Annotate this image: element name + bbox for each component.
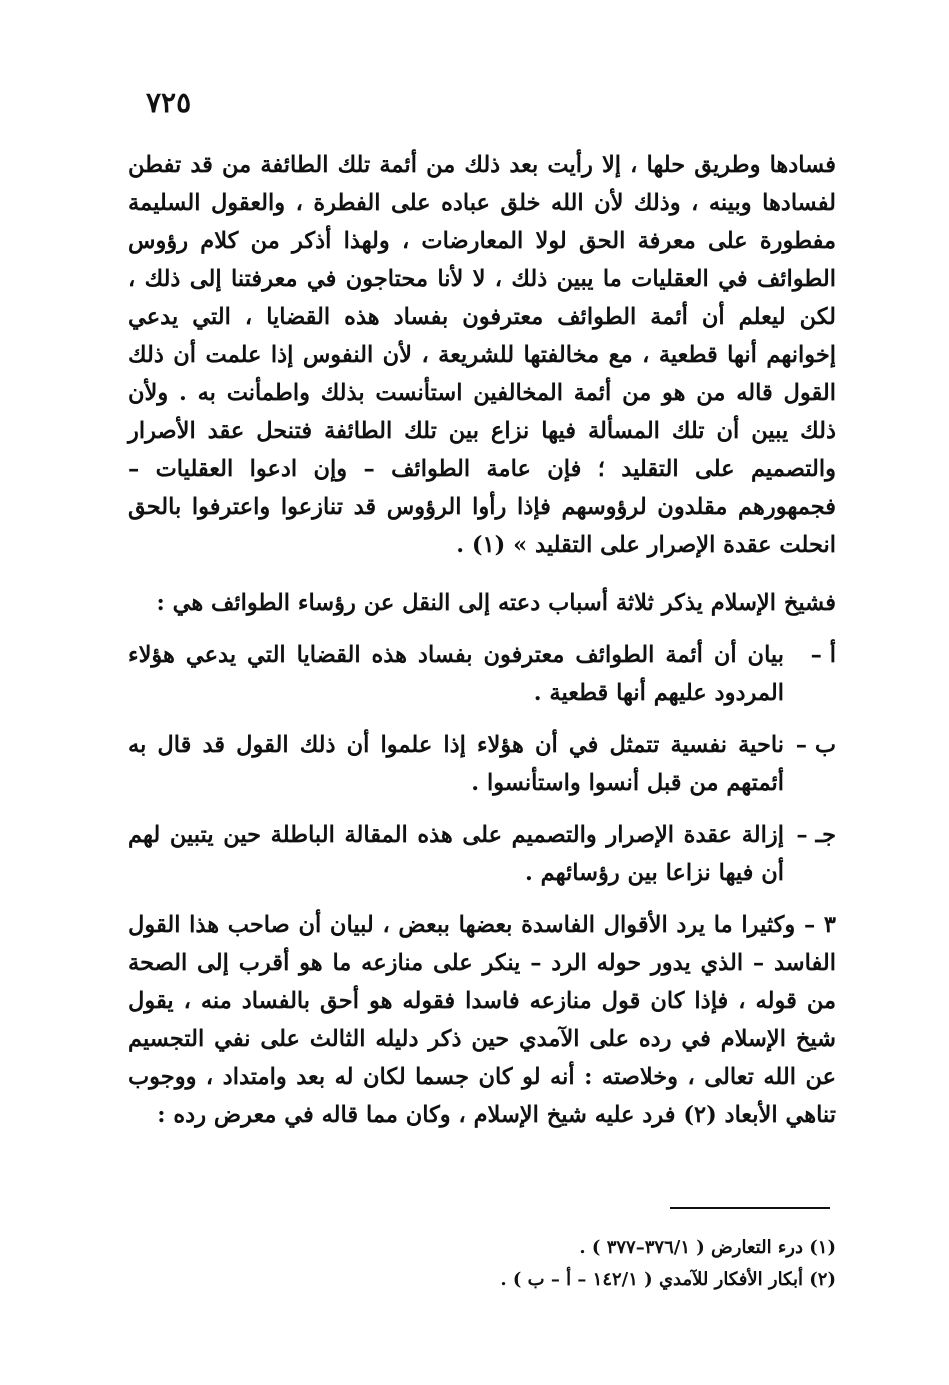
main-text	[128, 146, 836, 1134]
list-item-text: ناحية نفسية تتمثل في أن هؤلاء إذا علموا أن ذلك القول قد قال به أئمتهم من قبل أنسوا واستأنسوا .	[128, 732, 784, 796]
footnote-2: (٢) أبكار الأفكار للآمدي ( ١٤٢/١ – أ – ب ) .	[500, 1269, 836, 1290]
page-number: ٧٢٥	[146, 86, 192, 119]
spacer	[128, 802, 836, 816]
section-3-paragraph	[128, 906, 836, 1134]
spacer	[128, 564, 836, 584]
section-3-text-end: فرد عليه شيخ الإسلام ، وكان مما قاله في معرض رده :	[157, 1102, 684, 1128]
spacer	[128, 892, 836, 906]
list-item-text: إزالة عقدة الإصرار والتصميم على هذه المقالة الباطلة حين يتبين لهم أن فيها نزاعا بين رؤسائهم .	[128, 822, 784, 886]
section-3-text: ٣ – وكثيرا ما يرد الأقوال الفاسدة بعضها ببعض ، لبيان أن صاحب هذا القول الفاسد – الذي يدور حوله الرد – ينكر على منازعه ما هو أقرب إلى الصحة من قوله ، فإذا كان قول منازعه فاسدا فقوله هو أحق بالفساد منه ، يقول شيخ الإسلام في رده على الآمدي حين ذكر دليله الثالث على نفي التجسيم عن الله تعالى ، وخلاصته : أنه لو كان جسما لكان له بعد وامتداد ، ووجوب تناهي الأبعاد	[128, 912, 836, 1128]
list-marker: ب –	[795, 732, 836, 758]
list-item-text: بيان أن أئمة الطوائف معترفون بفساد هذه القضايا التي يدعي هؤلاء المردود عليهم أنها قطعية .	[128, 642, 784, 706]
list-item-b	[128, 726, 836, 802]
list-item-a	[128, 636, 836, 712]
spacer	[128, 622, 836, 636]
footnote-1: (١) درء التعارض ( ٣٧٦/١–٣٧٧ ) .	[579, 1237, 836, 1258]
quoted-paragraph	[128, 146, 836, 564]
spacer	[128, 712, 836, 726]
footnote-ref-1: (١)	[471, 532, 506, 558]
list-item-c	[128, 816, 836, 892]
footnote-ref-2: (٢)	[683, 1102, 717, 1128]
list-marker: جـ –	[796, 822, 836, 848]
list-marker: أ –	[810, 642, 836, 668]
intro-paragraph: فشيخ الإسلام يذكر ثلاثة أسباب دعته إلى النقل عن رؤساء الطوائف هي :	[156, 590, 836, 616]
quote-text: فسادها وطريق حلها ، إلا رأيت بعد ذلك من أئمة تلك الطائفة من قد تفطن لفسادها وبينه ، وذلك لأن الله خلق عباده على الفطرة ، والعقول السليمة مفطورة على معرفة الحق لولا المعارضات ، ولهذا أذكر من كلام رؤوس الطوائف في العقليات ما يبين ذلك ، لا لأنا محتاجون في معرفتنا إلى ذلك ، لكن ليعلم أن أئمة الطوائف معترفون بفساد هذه القضايا ، التي يدعي إخوانهم أنها قطعية ، مع مخالفتها للشريعة ، لأن النفوس إذا علمت أن ذلك القول قاله من هو من أئمة المخالفين استأنست بذلك واطمأنت به . ولأن ذلك يبين أن تلك المسألة فيها نزاع بين تلك الطائفة فتنحل عقد الأصرار والتصميم على التقليد ؛ فإن عامة الطوائف – وإن ادعوا العقليات – فجمهورهم مقلدون لرؤوسهم فإذا رأوا الرؤوس قد تنازعوا واعترفوا بالحق انحلت عقدة الإصرار على التقليد »	[128, 152, 836, 558]
quote-end: .	[456, 532, 472, 558]
footnote-divider	[670, 1207, 830, 1209]
footnotes	[320, 1232, 836, 1296]
